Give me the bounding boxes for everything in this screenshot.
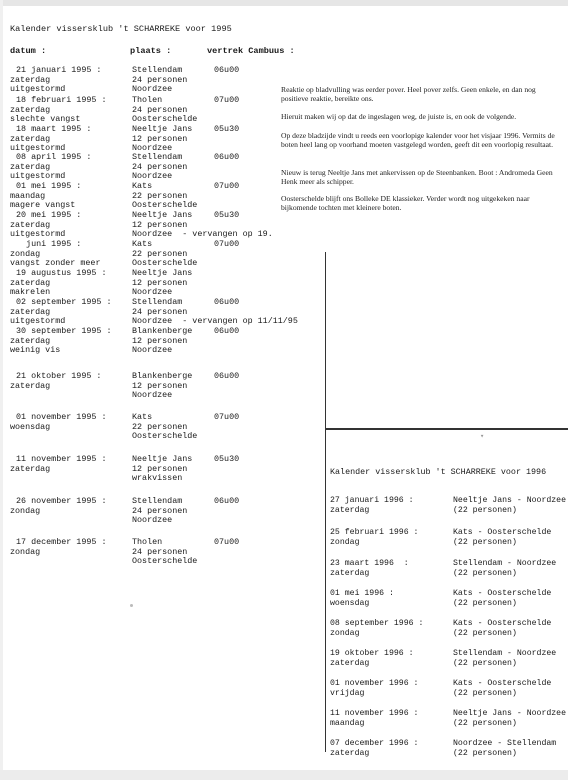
remark-3: Op deze bladzijde vindt u reeds een voorlopige kalender voor het visjaar 1996. Vermits de boten heel lang op voorhand moeten vastgelegd worden, geeft dit een voorlopig resultaat. — [281, 131, 555, 150]
trip-1995-place: Blankenberge — [132, 371, 193, 381]
trip-1996-date-block — [330, 739, 418, 758]
trip-1995-date: juni 1995 : — [16, 239, 82, 249]
trip-1996-date: 01 mei 1996 : — [330, 589, 394, 598]
trip-1995-date-block — [10, 153, 91, 182]
trip-1996-place: Noordzee - Stellendam — [453, 739, 557, 748]
trip-1996-day: zaterdag — [330, 568, 370, 578]
trip-1995-place-block — [132, 125, 192, 154]
trip-1995-persons: 12 personen — [132, 335, 188, 346]
trip-1995-area: Noordzee — [132, 171, 173, 182]
trip-1996-date-block — [330, 619, 423, 638]
trip-1995-note: slechte vangst — [10, 114, 81, 125]
trip-1995-note: uitgestormd — [10, 84, 66, 95]
trip-1995-persons: 12 personen — [132, 277, 188, 288]
trip-1995-note: magere vangst — [10, 200, 76, 211]
trip-1995-date-block — [10, 497, 106, 516]
trip-1995-date-block — [10, 455, 106, 474]
trip-1996-date: 25 februari 1996 : — [330, 528, 419, 537]
trip-1995-persons: 24 personen — [132, 161, 188, 172]
trip-1996-date-block — [330, 649, 414, 668]
trip-1995-day: zaterdag — [10, 463, 51, 474]
trip-1996-place: Neeltje Jans - Noordzee — [453, 709, 567, 718]
trip-1996-place-block — [453, 619, 568, 638]
trip-1995-day: zaterdag — [10, 74, 51, 85]
scan-mark: ▾ — [480, 433, 485, 441]
trip-1995-place-block — [132, 269, 192, 298]
page-title: Kalender vissersklub 't SCHARREKE voor 1995 — [10, 24, 232, 34]
trip-1995-day: zondag — [10, 546, 41, 557]
trip-1995-place-block — [132, 497, 187, 526]
header-datum: datum : — [10, 46, 47, 56]
trip-1995-area: Oosterschelde — [132, 556, 198, 567]
trip-1995-place: Stellendam — [132, 297, 183, 307]
remark-4: Nieuw is terug Neeltje Jans met ankervissen op de Steenbanken. Boot : Andromeda Geen Henk meer als schipper. — [281, 168, 553, 187]
trip-1995-date: 08 april 1995 : — [16, 152, 92, 162]
trip-1995-place: Kats — [132, 181, 153, 191]
trip-1995-area: Noordzee — [132, 390, 173, 401]
trip-1995-persons: 24 personen — [132, 104, 188, 115]
trip-1995-time: 07u00 — [214, 412, 240, 422]
trip-1995-date-block — [10, 96, 106, 125]
trip-1996-date: 23 maart 1996 : — [330, 559, 409, 568]
trip-1996-date-block — [330, 528, 418, 547]
trip-1995-area: Noordzee — [132, 84, 173, 95]
trip-1995-date: 17 december 1995 : — [16, 537, 107, 547]
trip-1995-persons: 24 personen — [132, 306, 188, 317]
trip-1996-date: 07 december 1996 : — [330, 739, 419, 748]
trip-1995-note: uitgestormd — [10, 143, 66, 154]
trip-1995-note: vangst zonder meer — [10, 258, 101, 269]
trip-1996-date-block — [330, 496, 414, 515]
trip-1995-time: 06u00 — [214, 326, 240, 336]
trip-1995-place-block — [132, 327, 192, 356]
trip-1995-date-block — [10, 240, 100, 269]
trip-1995-time: 07u00 — [214, 537, 240, 547]
trip-1995-date-block — [10, 372, 101, 391]
trip-1995-time: 05u30 — [214, 210, 240, 220]
trip-1995-place: Neeltje Jans — [132, 268, 193, 278]
trip-1995-day: zaterdag — [10, 380, 51, 391]
trip-1996-persons: (22 personen) — [453, 598, 517, 608]
trip-1996-place: Stellendam - Noordzee — [453, 559, 557, 568]
trip-1995-persons: 22 personen — [132, 248, 188, 259]
trip-1995-place-block — [132, 455, 192, 484]
trip-1995-time: 07u00 — [214, 239, 240, 249]
trip-1996-place: Stellendam - Noordzee — [453, 649, 557, 658]
trip-1995-time: 06u00 — [214, 297, 240, 307]
trip-1996-day: vrijdag — [330, 688, 365, 698]
trip-1995-place: Stellendam — [132, 65, 183, 75]
trip-1996-day: woensdag — [330, 598, 370, 608]
trip-1996-persons: (22 personen) — [453, 748, 517, 758]
trip-1996-place-block — [453, 709, 568, 728]
trip-1995-time: 06u00 — [214, 496, 240, 506]
trip-1995-area: Noordzee — [132, 287, 173, 298]
trip-1996-persons: (22 personen) — [453, 718, 517, 728]
trip-1995-date: 21 januari 1995 : — [16, 65, 102, 75]
trip-1995-persons: 22 personen — [132, 421, 188, 432]
trip-1996-date: 11 november 1996 : — [330, 709, 419, 718]
trip-1995-persons: 12 personen — [132, 219, 188, 230]
trip-1995-date: 18 februari 1995 : — [16, 95, 107, 105]
trip-1995-place: Blankenberge — [132, 326, 193, 336]
trip-1996-day: zaterdag — [330, 748, 370, 758]
trip-1995-place: Stellendam — [132, 152, 183, 162]
trip-1996-place: Kats - Oosterschelde — [453, 528, 552, 537]
trip-1995-date: 26 november 1995 : — [16, 496, 107, 506]
trip-1995-persons: 12 personen — [132, 133, 188, 144]
trip-1995-date: 30 september 1995 : — [16, 326, 112, 336]
trip-1995-area: wrakvissen — [132, 473, 183, 484]
trip-1995-date: 21 oktober 1995 : — [16, 371, 102, 381]
scan-top-edge — [0, 0, 568, 6]
trip-1995-date-block — [10, 182, 81, 211]
trip-1995-place: Stellendam — [132, 496, 183, 506]
trip-1995-note: uitgestormd — [10, 316, 66, 327]
trip-1995-place-block — [132, 413, 197, 442]
trip-1995-date: 18 maart 1995 : — [16, 124, 92, 134]
trip-1995-place-block — [132, 182, 197, 211]
trip-1996-day: zondag — [330, 628, 360, 638]
trip-1996-persons: (22 personen) — [453, 505, 517, 515]
trip-1995-area: Noordzee - vervangen op 11/11/95 — [132, 316, 298, 327]
trip-1996-date: 27 januari 1996 : — [330, 496, 414, 505]
scan-left-edge — [0, 0, 3, 780]
trip-1996-place-block — [453, 739, 568, 758]
trip-1996-place: Kats - Oosterschelde — [453, 679, 552, 688]
trip-1995-time: 05u30 — [214, 454, 240, 464]
trip-1996-date-block — [330, 589, 394, 608]
trip-1995-time: 07u00 — [214, 95, 240, 105]
trip-1996-persons: (22 personen) — [453, 537, 517, 547]
trip-1996-date: 19 oktober 1996 : — [330, 649, 414, 658]
trip-1995-persons: 22 personen — [132, 190, 188, 201]
trip-1996-persons: (22 personen) — [453, 568, 517, 578]
trip-1996-day: zaterdag — [330, 658, 370, 668]
trip-1996-day: zondag — [330, 537, 360, 547]
trip-1995-note: makrelen — [10, 287, 51, 298]
trip-1995-place: Kats — [132, 239, 153, 249]
trip-1995-persons: 12 personen — [132, 463, 188, 474]
trip-1995-day: zaterdag — [10, 161, 51, 172]
trip-1995-date: 11 november 1995 : — [16, 454, 107, 464]
divider-vertical — [325, 252, 326, 752]
trip-1995-place-block — [132, 211, 273, 240]
trip-1995-date-block — [10, 538, 106, 557]
trip-1995-date: 01 mei 1995 : — [16, 181, 82, 191]
trip-1995-day: zaterdag — [10, 219, 51, 230]
trip-1995-area: Oosterschelde — [132, 258, 198, 269]
trip-1995-persons: 24 personen — [132, 546, 188, 557]
trip-1995-area: Noordzee — [132, 515, 173, 526]
trip-1995-place: Kats — [132, 412, 153, 422]
header-plaats: plaats : — [130, 46, 172, 56]
trip-1995-area: Noordzee — [132, 345, 173, 356]
trip-1996-day: maandag — [330, 718, 365, 728]
trip-1995-time: 06u00 — [214, 65, 240, 75]
trip-1995-day: zaterdag — [10, 335, 51, 346]
trip-1995-area: Oosterschelde — [132, 114, 198, 125]
trip-1995-area: Oosterschelde — [132, 431, 198, 442]
trip-1996-date: 08 september 1996 : — [330, 619, 424, 628]
trip-1995-place: Neeltje Jans — [132, 454, 193, 464]
trip-1996-persons: (22 personen) — [453, 688, 517, 698]
trip-1995-place: Neeltje Jans — [132, 124, 193, 134]
trip-1995-day: zaterdag — [10, 306, 51, 317]
trip-1995-place: Tholen — [132, 95, 163, 105]
trip-1996-place-block — [453, 679, 568, 698]
trip-1995-date-block — [10, 327, 112, 356]
trip-1995-note: weinig vis — [10, 345, 61, 356]
trip-1995-day: maandag — [10, 190, 46, 201]
trip-1995-day: zondag — [10, 248, 41, 259]
trip-1995-time: 07u00 — [214, 181, 240, 191]
trip-1995-place: Tholen — [132, 537, 163, 547]
trip-1995-persons: 12 personen — [132, 380, 188, 391]
trip-1996-date: 01 november 1996 : — [330, 679, 419, 688]
trip-1995-date-block — [10, 66, 101, 95]
trip-1995-time: 05u30 — [214, 124, 240, 134]
trip-1995-area: Noordzee — [132, 143, 173, 154]
scan-dot — [130, 604, 133, 607]
trip-1995-date: 20 mei 1995 : — [16, 210, 82, 220]
trip-1996-date-block — [330, 679, 418, 698]
divider-horizontal — [326, 428, 568, 430]
trip-1995-day: zaterdag — [10, 277, 51, 288]
trip-1995-note: uitgestormd — [10, 171, 66, 182]
trip-1996-persons: (22 personen) — [453, 658, 517, 668]
remark-1: Reaktie op bladvulling was eerder pover. Heel pover zelfs. Geen enkele, en dan nog positieve reaktie, bereikte ons. — [281, 85, 536, 104]
trip-1996-day: zaterdag — [330, 505, 370, 515]
trip-1995-date: 01 november 1995 : — [16, 412, 107, 422]
trip-1995-persons: 24 personen — [132, 74, 188, 85]
trip-1995-date: 02 september 1995 : — [16, 297, 112, 307]
trip-1996-place-block — [453, 559, 568, 578]
trip-1996-place-block — [453, 649, 568, 668]
trip-1995-area: Oosterschelde — [132, 200, 198, 211]
trip-1996-place: Kats - Oosterschelde — [453, 589, 552, 598]
trip-1996-place-block — [453, 528, 568, 547]
trip-1995-place-block — [132, 538, 197, 567]
trip-1995-day: zaterdag — [10, 104, 51, 115]
trip-1996-place-block — [453, 589, 568, 608]
trip-1996-place: Neeltje Jans - Noordzee — [453, 496, 567, 505]
calendar-1996-title: Kalender vissersklub 't SCHARREKE voor 1996 — [330, 467, 547, 477]
trip-1995-time: 06u00 — [214, 152, 240, 162]
trip-1995-persons: 24 personen — [132, 505, 188, 516]
trip-1995-day: zaterdag — [10, 133, 51, 144]
trip-1995-date-block — [10, 298, 112, 327]
trip-1995-date-block — [10, 125, 91, 154]
trip-1996-place-block — [453, 496, 568, 515]
trip-1995-place-block — [132, 153, 187, 182]
trip-1995-date-block — [10, 269, 106, 298]
trip-1995-day: zondag — [10, 505, 41, 516]
trip-1995-place-block — [132, 96, 197, 125]
trip-1995-day: woensdag — [10, 421, 51, 432]
trip-1996-date-block — [330, 709, 418, 728]
trip-1995-place-block — [132, 66, 187, 95]
trip-1996-persons: (22 personen) — [453, 628, 517, 638]
remark-5: Oosterschelde blijft ons Bolleke DE klassieker. Verder wordt nog uitgekeken naar bijkomende tochten met kleinere boten. — [281, 194, 530, 213]
trip-1995-time: 06u00 — [214, 371, 240, 381]
remark-2: Hieruit maken wij op dat de ingeslagen weg, de juiste is, en ook de volgende. — [281, 112, 517, 121]
header-vertrek: vertrek Cambuus : — [207, 46, 295, 56]
trip-1995-date: 19 augustus 1995 : — [16, 268, 107, 278]
trip-1995-date-block — [10, 211, 81, 240]
trip-1995-place-block — [132, 372, 192, 401]
trip-1995-place: Neeltje Jans — [132, 210, 193, 220]
trip-1996-place: Kats - Oosterschelde — [453, 619, 552, 628]
trip-1995-area: Noordzee - vervangen op 19. — [132, 229, 273, 240]
trip-1995-note: uitgestormd — [10, 229, 66, 240]
trip-1995-place-block — [132, 240, 197, 269]
trip-1995-date-block — [10, 413, 106, 432]
scan-bottom-edge — [0, 770, 568, 780]
trip-1996-date-block — [330, 559, 409, 578]
